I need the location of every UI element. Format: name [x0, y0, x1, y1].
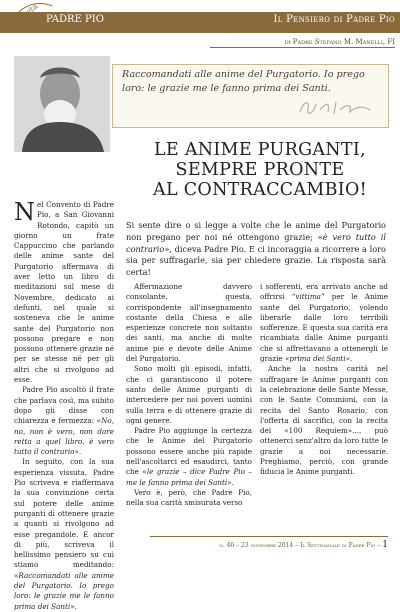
col2-paragraph-4: Vero è, però, che Padre Pio, nella sua carità smisurata verso	[126, 487, 252, 508]
col1-paragraph-2	[14, 385, 114, 457]
footer-rule	[150, 536, 388, 537]
col1-paragraph-3	[14, 457, 114, 611]
col1-p1-text: el Convento di Padre Pio, a San Giovanni Rotondo, capitò un giorno un frate Cappuccino che parlando delle anime sante del Purgatorio affermava di aver letto un libro di meditazioni sul mese di Novembre, dedicato ai defunti, nel quale si sosteneva che le anime sante del Purgatorio non possono pregare e non possono ottenere grazie né per se stesse né per gli altri che si rivolgono ad esse.	[14, 200, 114, 385]
col1-paragraph-1	[14, 200, 114, 385]
col3-p1-text-b: ” per le Anime sante del Purgatorio, volendo liberarle dalle loro terribili sofferenze. E questa sua carità era ricambiata dalle Anime purganti che si affrettavano a ottenergli le grazie «	[260, 292, 388, 364]
title-line-3: AL CONTRACCAMBIO!	[153, 180, 367, 200]
drop-cap: N	[14, 198, 35, 226]
title-line-2: SEMPRE PRONTE	[175, 160, 345, 180]
signature	[296, 96, 376, 118]
col1-p2-text-em: No, no, non è vero, non dare retta a quel libro, è vero tutto il contrario	[14, 416, 114, 457]
column-1	[14, 200, 114, 612]
issue-info: n. 46 – 23 novembre 2014 – Il Settimanale di Padre Pio –	[219, 542, 381, 549]
page-number: 1	[382, 540, 388, 550]
col1-p3-text-b: ».	[70, 601, 77, 611]
col2-p3-text-a: Padre Pio aggiunge la certezza che le Anime del Purgatorio possono essere anche più rapide nell'ascoltarci ed esaudirci, tanto che «	[126, 426, 252, 477]
intro-text-a: Si sente dire o si legge a volte che le anime del Purgatorio non pregano per noi né ottengono grazie; «	[126, 220, 386, 242]
column-2	[126, 282, 252, 509]
col2-paragraph-1: Affermazione davvero consolante, questa, corrispondente all'insegnamento costante della Chiesa e alle esperienze concrete non soltanto dei santi, ma anche di molte anime pie e devote delle Anime del Purgatorio.	[126, 282, 252, 364]
padre-pio-photo	[14, 56, 110, 152]
col2-paragraph-2: Sono molti gli episodi, infatti, che ci garantiscono il potere santo delle Anime purganti di intercedere per noi poveri uomini sulla terra e di ottenere grazie di ogni genere.	[126, 364, 252, 425]
col2-p3-text-em: le grazie – dice Padre Pio – me le fanno prima dei Santi	[126, 467, 253, 487]
col1-p2-text-b: ».	[74, 447, 82, 457]
column-3	[260, 282, 388, 478]
col3-p1-text-em2: prima dei Santi	[289, 354, 346, 364]
col2-p3-text-b: ».	[227, 477, 234, 487]
col3-p1-text-em: vittima	[295, 292, 321, 302]
col3-paragraph-2: Anche la nostra carità nel suffragare le Anime purganti con la celebrazione delle Sante Messe, con le Sante Comunioni, con la recita del Santo Rosario, con l'offerta di sacrifici, con la recita dei «100 Requiem»..., può ottenerci senz'altro da loro tutte le grazie a noi necessarie. Preghiamo, perciò, con grande fiducia le Anime purganti.	[260, 364, 388, 477]
col3-paragraph-1	[260, 282, 388, 364]
title-line-1: LE ANIME PURGANTI,	[154, 140, 366, 160]
col3-p1-text-c: ».	[345, 354, 353, 364]
magazine-logo	[8, 2, 104, 44]
pull-quote: Raccomandati alle anime del Purgatorio. Io prego loro: le grazie me le fanno prima dei Santi.	[122, 69, 365, 94]
col1-p3-text-a: In seguito, con la sua esperienza vissuta, Padre Pio scriveva e riaffermava la sua convinzione certa sul potere delle anime purganti di ottenere grazie a quanti si rivolgono ad esse pregandole. E ancor di più, scriveva il bellissimo pensiero su cui stiamo meditando: «	[14, 457, 114, 580]
col2-paragraph-3	[126, 426, 252, 488]
col3-p1-text-a: i sofferenti, era arrivato anche ad offrirsi “	[260, 282, 388, 302]
article-title	[130, 140, 390, 200]
section-title: Il Pensiero di Padre Pio	[273, 14, 395, 25]
intro-text-em: è vero tutto il contrario	[126, 231, 386, 254]
logo-title: PADRE PIO	[46, 14, 104, 25]
logo-label: Pianeta	[9, 2, 40, 28]
article-intro	[126, 220, 386, 279]
page-footer	[150, 540, 388, 550]
col1-p2-text-a: Padre Pio ascoltò il frate che parlava così, ma subito dopo gli disse con chiarezza e fermezza: «	[14, 385, 114, 426]
col1-p3-text-em: Raccomandati alle anime del Purgatorio. Io prego loro: le grazie me le fanno prima dei Santi	[14, 570, 114, 611]
byline: di Padre Stefano M. Manelli, FI	[210, 38, 395, 48]
intro-text-b: », diceva Padre Pio. E ci incoraggia a ricorrere a loro sia per suffragarle, sia per chiedere grazie. La risposta sarà certa!	[126, 243, 386, 278]
